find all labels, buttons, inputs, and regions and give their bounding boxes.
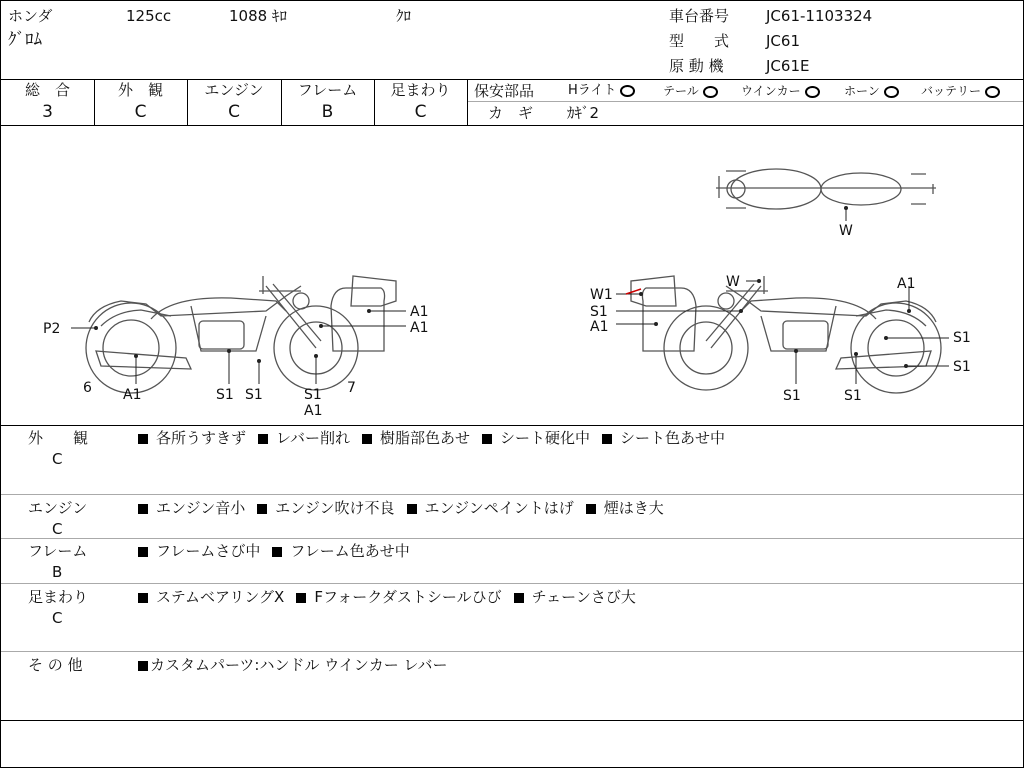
remark-item <box>586 499 664 517</box>
remark-text: カスタムパーツ:ハンドル ウインカー レバー <box>150 656 448 674</box>
grade-overall-label: 総 合 <box>24 81 70 99</box>
key-label: カ ギ <box>488 104 534 122</box>
diagram-label: W <box>839 223 853 239</box>
ok-circle-icon <box>884 86 899 98</box>
remark-grade: C <box>52 520 63 538</box>
remark-item <box>362 429 470 447</box>
diagram-label: A1 <box>123 387 142 403</box>
grade-suspension-value: C <box>414 102 427 122</box>
remark-item <box>138 656 448 674</box>
divider <box>1 651 1023 652</box>
grade-exterior-label: 外 観 <box>117 81 163 99</box>
safety-horn <box>844 82 899 100</box>
battery-label: バッテリー <box>921 84 982 98</box>
remark-items <box>138 429 737 447</box>
diagram-label: W1 <box>590 287 613 303</box>
remark-text: シート硬化中 <box>499 429 590 447</box>
diagram-label: A1 <box>410 304 429 320</box>
remark-text: エンジン吹け不良 <box>275 499 395 517</box>
divider <box>1 79 1023 80</box>
bullet-square-icon <box>514 593 524 603</box>
remark-text: レバー削れ <box>276 429 350 447</box>
diagram-label: P2 <box>43 321 61 337</box>
ok-circle-icon <box>703 86 718 98</box>
diagram-label: S1 <box>590 304 608 320</box>
remark-grade: B <box>52 563 63 581</box>
displacement: 125cc <box>126 7 172 25</box>
remark-item <box>514 588 636 606</box>
motorcycle-diagram <box>1 126 1023 425</box>
diagram-label: S1 <box>783 388 801 404</box>
safety-tail <box>663 82 718 100</box>
diagram-label: 6 <box>83 380 92 396</box>
remark-text: ステムベアリングX <box>156 588 285 606</box>
remark-text: 樹脂部色あせ <box>379 429 470 447</box>
remark-text: フレーム色あせ中 <box>290 542 410 560</box>
remark-category: フレーム <box>28 542 88 560</box>
diagram-label: S1 <box>953 330 971 346</box>
diagram-label: W <box>726 274 740 290</box>
horn-label: ホーン <box>844 84 880 98</box>
diagram-label: A1 <box>304 403 323 419</box>
divider <box>467 79 468 125</box>
remark-item <box>602 429 725 447</box>
grade-engine-label: エンジン <box>204 81 264 99</box>
diagram-label: S1 <box>304 387 322 403</box>
bullet-square-icon <box>602 434 612 444</box>
bullet-square-icon <box>138 434 148 444</box>
diagram-label: A1 <box>410 320 429 336</box>
bullet-square-icon <box>272 547 282 557</box>
remark-item <box>272 542 409 560</box>
remark-text: 各所うすきず <box>156 429 247 447</box>
remark-category: 外 観 <box>28 429 89 447</box>
grade-overall-value: 3 <box>42 102 53 122</box>
diagram-label: S1 <box>245 387 263 403</box>
frame-label: 車台番号 <box>669 7 730 25</box>
remark-text: フレームさび中 <box>156 542 261 560</box>
model-name: ｸﾞﾛﾑ <box>8 30 42 50</box>
remark-item <box>296 588 501 606</box>
grade-exterior-value: C <box>134 102 147 122</box>
remark-item <box>138 429 246 447</box>
remark-item <box>482 429 590 447</box>
safety-battery <box>921 82 1000 100</box>
remark-item <box>138 499 245 517</box>
engine-value: JC61E <box>766 57 810 75</box>
remark-text: エンジン音小 <box>156 499 246 517</box>
bullet-square-icon <box>138 547 148 557</box>
safety-winker <box>741 82 820 100</box>
frame-number: JC61-1103324 <box>766 7 873 25</box>
safety-headlight <box>568 82 635 100</box>
left-bike-icon <box>86 276 396 393</box>
key-value: ｶｷﾞ2 <box>567 104 600 122</box>
remark-text: 煙はき大 <box>603 499 664 517</box>
ok-circle-icon <box>620 85 635 97</box>
remark-grade: C <box>52 450 63 468</box>
damage-mark-icon <box>626 289 641 294</box>
headlight-label: Hライト <box>568 83 617 98</box>
diagram-label: S1 <box>844 388 862 404</box>
grade-engine-value: C <box>228 102 240 122</box>
right-bike-icon <box>631 276 941 393</box>
maker: ホンダ <box>8 7 53 25</box>
safety-label: 保安部品 <box>474 82 535 100</box>
grade-frame-value: B <box>321 102 334 122</box>
remark-category: そ の 他 <box>28 656 83 674</box>
bullet-square-icon <box>138 593 148 603</box>
divider <box>1 583 1023 584</box>
remark-item <box>138 588 284 606</box>
color: ｸﾛ <box>396 7 412 25</box>
bullet-square-icon <box>482 434 492 444</box>
bullet-square-icon <box>258 434 268 444</box>
remark-text: シート色あせ中 <box>620 429 726 447</box>
ok-circle-icon <box>985 86 1000 98</box>
remark-text: チェーンさび大 <box>531 588 636 606</box>
remark-items <box>138 588 648 606</box>
bullet-square-icon <box>138 504 148 514</box>
type-label: 型 式 <box>669 32 730 50</box>
top-view-bike-icon <box>716 169 936 209</box>
remark-items <box>138 656 460 674</box>
remark-category: 足まわり <box>28 588 89 606</box>
tail-label: テール <box>663 84 699 98</box>
remark-items <box>138 542 422 560</box>
grade-suspension-label: 足まわり <box>390 81 451 99</box>
diagram-label: S1 <box>953 359 971 375</box>
remark-items <box>138 499 676 517</box>
remark-item <box>258 429 350 447</box>
remark-text: Fフォークダストシールひび <box>314 588 502 606</box>
remark-category: エンジン <box>28 499 88 517</box>
bullet-square-icon <box>362 434 372 444</box>
remark-item <box>407 499 574 517</box>
type-value: JC61 <box>766 32 800 50</box>
divider <box>1 538 1023 539</box>
winker-label: ウインカー <box>741 84 801 98</box>
diagram-label: A1 <box>897 276 916 292</box>
divider <box>467 101 1023 102</box>
grade-frame-label: フレーム <box>297 81 358 99</box>
mileage: 1088 ｷﾛ <box>229 7 287 25</box>
divider <box>1 425 1023 426</box>
ok-circle-icon <box>805 86 820 98</box>
diagram-label: S1 <box>216 387 234 403</box>
divider <box>1 494 1023 495</box>
divider <box>1 720 1023 721</box>
bullet-square-icon <box>257 504 267 514</box>
remark-item <box>257 499 394 517</box>
bullet-square-icon <box>586 504 596 514</box>
engine-label: 原 動 機 <box>669 57 724 75</box>
diagram-label: 7 <box>347 380 356 396</box>
bullet-square-icon <box>138 661 148 671</box>
remark-item <box>138 542 260 560</box>
bullet-square-icon <box>296 593 306 603</box>
bullet-square-icon <box>407 504 417 514</box>
remark-text: エンジンペイントはげ <box>424 499 574 517</box>
diagram-label: A1 <box>590 319 609 335</box>
remark-grade: C <box>52 609 63 627</box>
